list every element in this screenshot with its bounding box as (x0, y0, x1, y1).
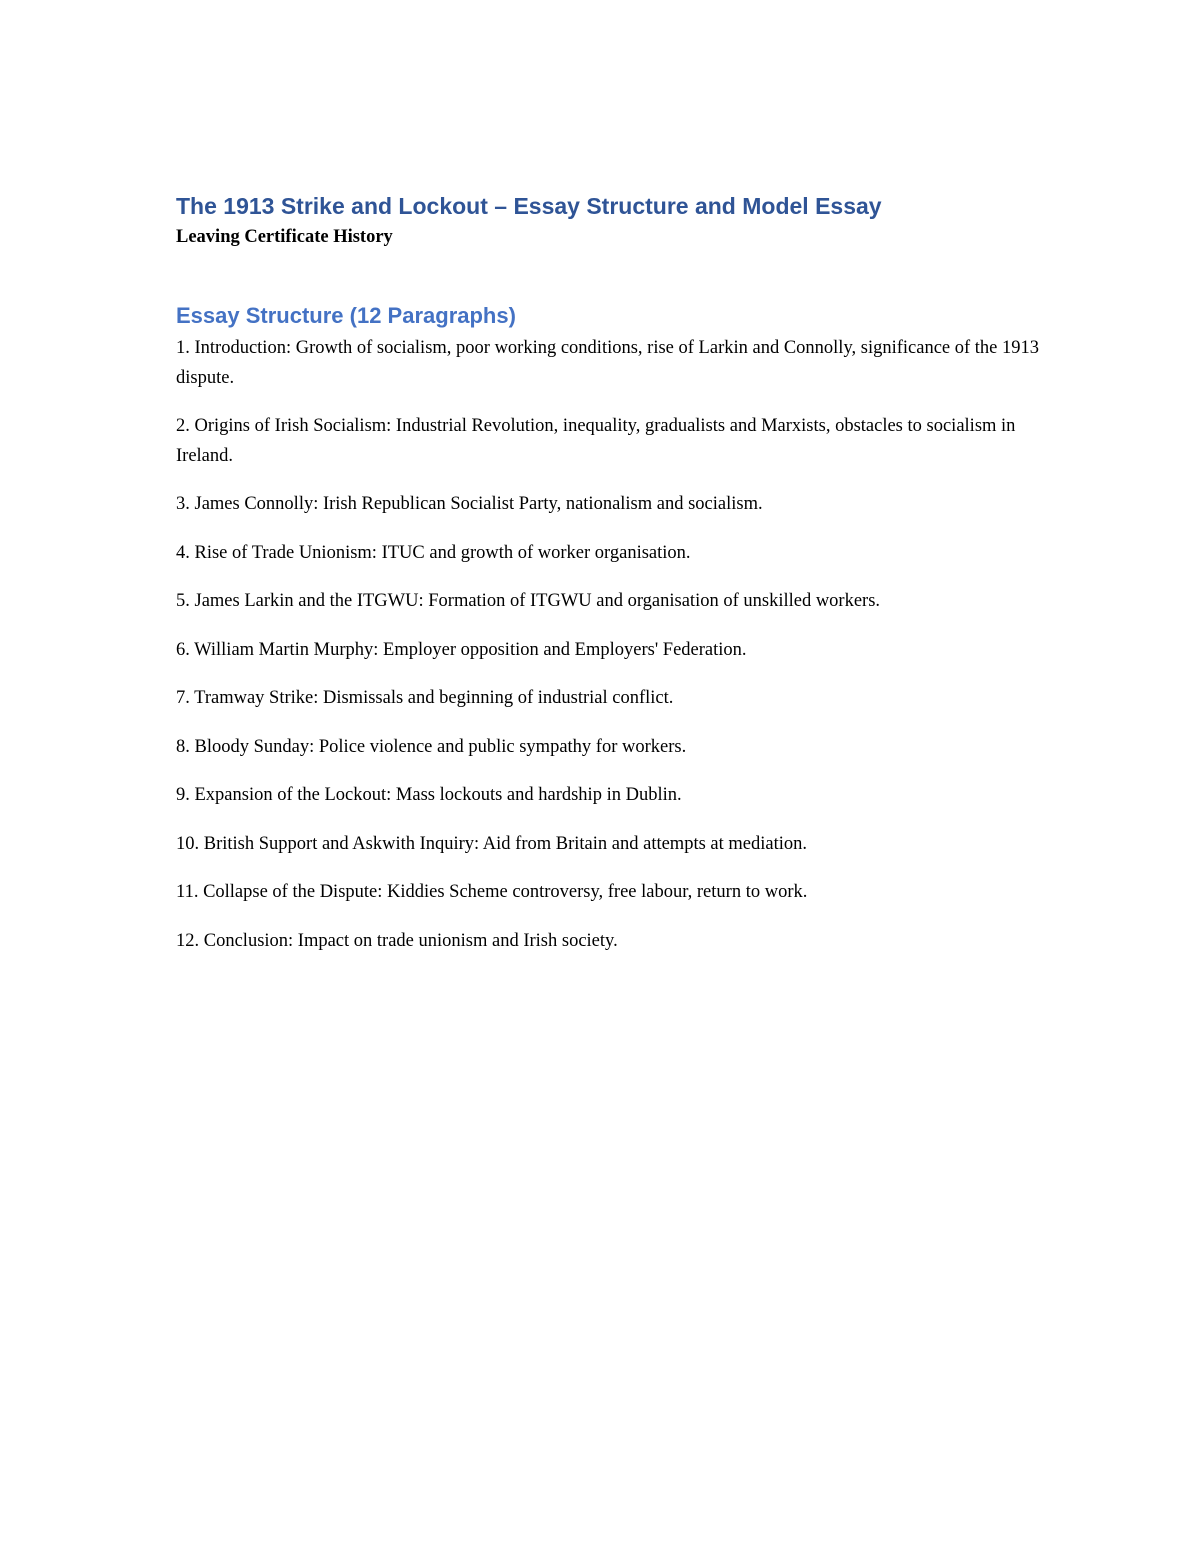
list-item: 2. Origins of Irish Socialism: Industrial Revolution, inequality, gradualists and Marxists, obstacles to socialism in Ireland. (176, 416, 1016, 466)
list-item: 1. Introduction: Growth of socialism, poor working conditions, rise of Larkin and Connolly, significance of the 1913 dispute. (176, 338, 1040, 388)
list-item: 8. Bloody Sunday: Police violence and public sympathy for workers. (176, 736, 687, 757)
document-page (176, 190, 1056, 975)
list-item: 3. James Connolly: Irish Republican Socialist Party, nationalism and socialism. (176, 494, 763, 514)
list-item: 7. Tramway Strike: Dismissals and beginning of industrial conflict. (176, 688, 674, 708)
essay-structure-list (176, 334, 1056, 956)
document-title: The 1913 Strike and Lockout – Essay Structure and Model Essay (176, 193, 882, 219)
list-item: 6. William Martin Murphy: Employer opposition and Employers' Federation. (176, 639, 747, 660)
list-item: 10. British Support and Askwith Inquiry: Aid from Britain and attempts at mediation. (176, 833, 807, 854)
list-item: 12. Conclusion: Impact on trade unionism and Irish society. (176, 930, 618, 951)
list-item: 9. Expansion of the Lockout: Mass lockouts and hardship in Dublin. (176, 785, 682, 805)
document-subtitle: Leaving Certificate History (176, 227, 393, 247)
list-item: 4. Rise of Trade Unionism: ITUC and growth of worker organisation. (176, 542, 691, 563)
list-item: 11. Collapse of the Dispute: Kiddies Scheme controversy, free labour, return to work. (176, 882, 808, 902)
list-item: 5. James Larkin and the ITGWU: Formation of ITGWU and organisation of unskilled workers. (176, 591, 881, 611)
section-heading-essay-structure: Essay Structure (12 Paragraphs) (176, 303, 516, 328)
